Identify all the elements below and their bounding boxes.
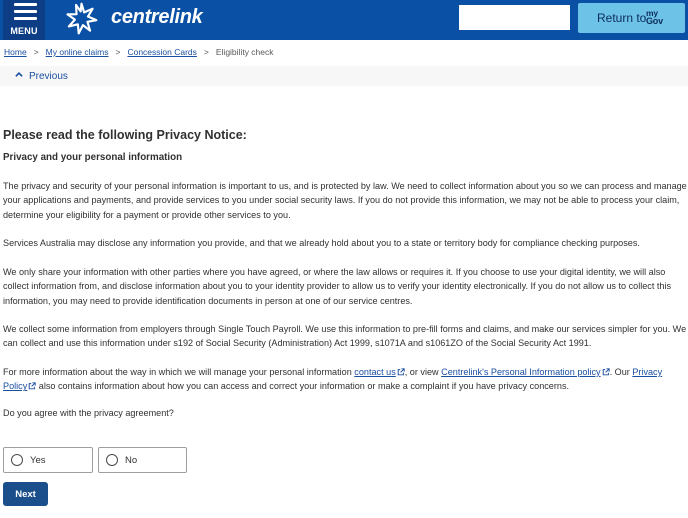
centrelink-star-icon: [65, 2, 98, 35]
yes-radio-option[interactable]: [3, 447, 93, 473]
breadcrumb-current: Eligibility check: [215, 47, 274, 57]
breadcrumb-separator: >: [33, 47, 39, 57]
breadcrumb-separator: >: [203, 47, 209, 57]
mygov-logo-my: my: [646, 8, 658, 18]
privacy-paragraph-2: Services Australia may disclose any information you provide, and that we already hold about you to a state or territory body for compliance checking purposes.: [3, 238, 640, 248]
section-heading: Privacy and your personal information: [3, 152, 183, 163]
return-to-mygov-button[interactable]: [578, 3, 685, 33]
previous-bar: [0, 66, 688, 86]
breadcrumb-my-online-claims[interactable]: My online claims: [45, 47, 109, 57]
personal-information-policy-link[interactable]: Centrelink's Personal Information policy: [441, 367, 601, 377]
search-input[interactable]: [459, 5, 570, 30]
p5-text-1: For more information about the way in which we will manage your personal information: [3, 367, 355, 377]
breadcrumb: [4, 47, 274, 57]
yes-radio-circle[interactable]: [11, 454, 23, 466]
breadcrumb-home[interactable]: Home: [4, 47, 27, 57]
yes-radio-label: Yes: [30, 455, 46, 466]
menu-label: MENU: [10, 26, 38, 36]
breadcrumb-separator: >: [115, 47, 121, 57]
no-radio-option[interactable]: [98, 447, 187, 473]
mygov-logo-gov: Gov: [646, 16, 663, 26]
privacy-policy-link[interactable]: Privacy Policy: [3, 367, 663, 392]
chevron-up-icon: [14, 70, 24, 79]
no-radio-circle[interactable]: [106, 454, 118, 466]
menu-button[interactable]: [3, 0, 45, 40]
return-to-label: Return to: [597, 11, 647, 25]
previous-link[interactable]: [14, 70, 68, 82]
p5-text-4: also contains information about how you can access and correct your information or make a complaint if you have privacy concerns.: [36, 381, 570, 392]
privacy-paragraph-4: We collect some information from employers through Single Touch Payroll. We use this information to pre-fill forms and claims, and make our services simpler for you. We can collect and use this information under s192 of Social Security (Administration) Act 1999, s1071A and s1061ZO of the Social Security Act 1991.: [3, 324, 687, 349]
external-link-icon: [397, 368, 405, 376]
external-link-icon: [602, 368, 610, 376]
previous-label: Previous: [29, 71, 68, 82]
p5-text-3: . Our: [609, 367, 633, 377]
next-button[interactable]: Next: [3, 482, 48, 506]
centrelink-logo-text[interactable]: centrelink: [111, 6, 203, 28]
breadcrumb-concession-cards[interactable]: Concession Cards: [127, 47, 197, 57]
privacy-paragraph-3: We only share your information with other parties where you have agreed, or where the law allows or requires it. If you choose to use your digital identity, we will also collect information from, and disclose information about you to your identity provider to allow us to verify your identity electronically. If you do not allow us to collect this information, you may need to provide identification documents in person at one of our service centres.: [3, 267, 672, 306]
p5-text-2: , or view: [404, 367, 442, 377]
page-title: Please read the following Privacy Notice:: [3, 128, 247, 142]
site-header: [0, 0, 688, 40]
hamburger-icon: [14, 3, 37, 20]
privacy-agreement-question: Do you agree with the privacy agreement?: [3, 408, 174, 418]
privacy-paragraph-5: [3, 365, 687, 394]
privacy-paragraph-1: The privacy and security of your personal information is important to us, and is protected by law. We need to collect information about you so we can process and manage your applications and payments, and provide services to you under social security laws. If you do not provide this information, we may not be able to process your claim, determine your eligibility for a payment or provide other services to you.: [3, 181, 687, 220]
contact-us-link[interactable]: contact us: [354, 367, 396, 377]
no-radio-label: No: [125, 455, 138, 466]
